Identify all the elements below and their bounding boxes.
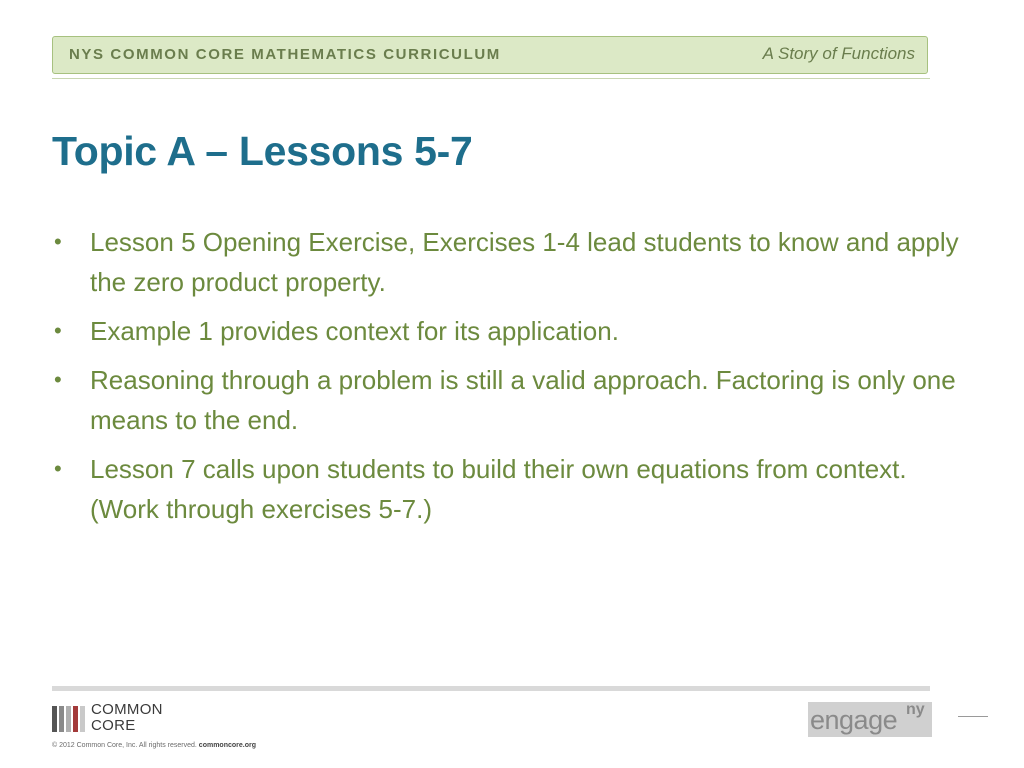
footer-side-rule [958, 716, 988, 717]
footer-divider [52, 686, 930, 691]
common-core-logo-icon [52, 706, 88, 732]
curriculum-name: NYS COMMON CORE MATHEMATICS CURRICULUM [69, 46, 501, 63]
copyright-link[interactable]: commoncore.org [198, 742, 256, 749]
bullet-list [50, 222, 980, 538]
bullet-glyph: • [54, 318, 62, 343]
bullet-text: Lesson 7 calls upon students to build their own equations from context. (Work through exercises 5-7.) [90, 454, 907, 524]
bullet-item [50, 311, 980, 351]
bullet-item [50, 222, 980, 302]
engage-superscript: ny [906, 701, 925, 718]
header-divider [52, 78, 930, 79]
copyright-notice [52, 742, 256, 749]
bullet-glyph: • [54, 229, 62, 254]
story-name: A Story of Functions [762, 44, 915, 63]
copyright-text: © 2012 Common Core, Inc. All rights reserved. [52, 742, 197, 749]
bullet-text: Reasoning through a problem is still a valid approach. Factoring is only one means to the end. [90, 365, 956, 435]
bullet-text: Lesson 5 Opening Exercise, Exercises 1-4 lead students to know and apply the zero product property. [90, 227, 959, 297]
common-core-wordmark [91, 702, 163, 734]
logo-line-2: CORE [91, 717, 136, 734]
slide-title: Topic A – Lessons 5-7 [52, 128, 473, 174]
engage-wordmark: engage [810, 705, 898, 735]
bullet-item [50, 449, 980, 529]
bullet-text: Example 1 provides context for its application. [90, 316, 619, 346]
bullet-glyph: • [54, 367, 62, 392]
bullet-glyph: • [54, 456, 62, 481]
bullet-item [50, 360, 980, 440]
logo-line-1: COMMON [91, 701, 163, 718]
curriculum-header-bar [52, 36, 928, 74]
engageny-logo [808, 702, 932, 737]
